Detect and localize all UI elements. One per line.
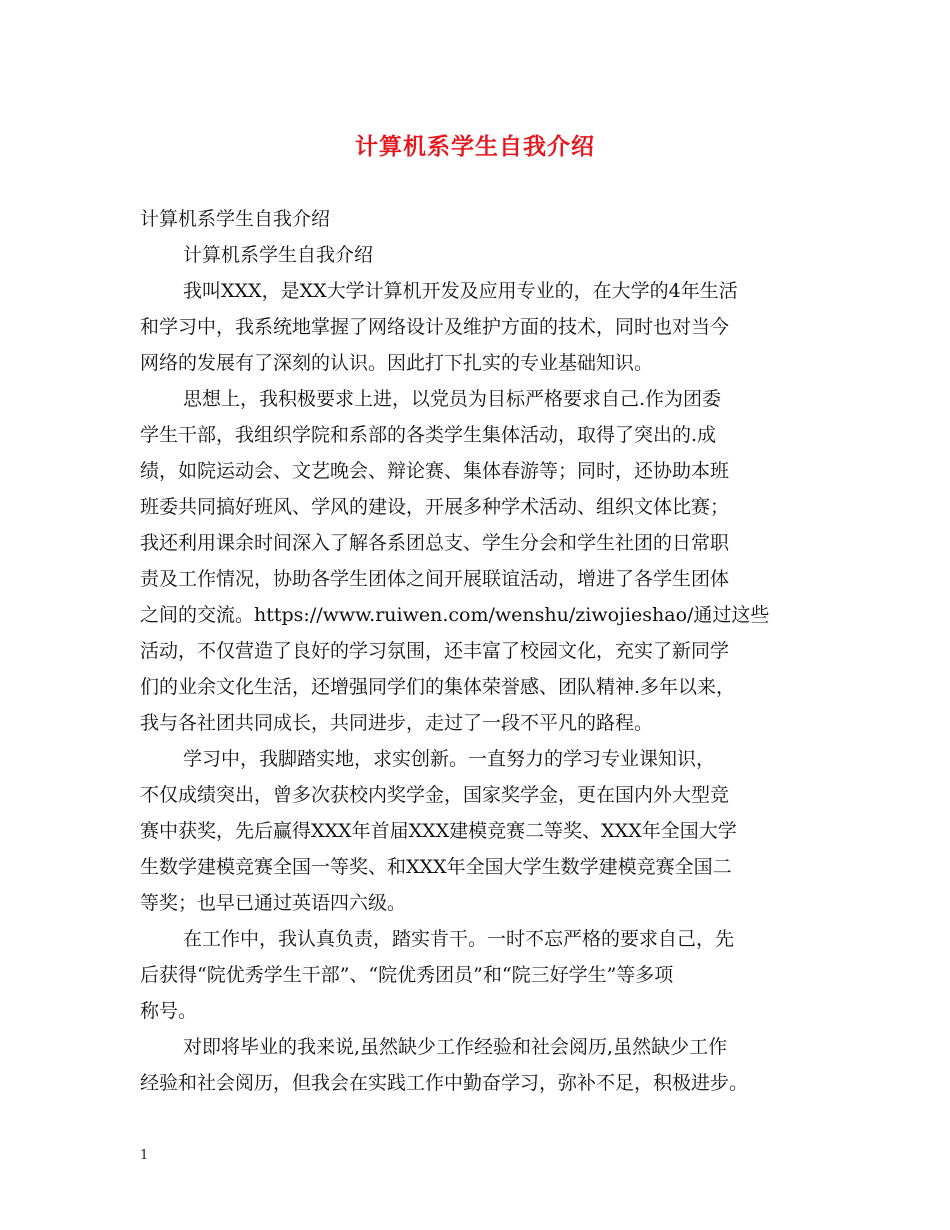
text-line: 不仅成绩突出，曾多次获校内奖学金，国家奖学金，更在国内外大型竞 <box>140 784 730 806</box>
text-line: 生数学建模竞赛全国一等奖、和XXX年全国大学生数学建模竞赛全国二 <box>140 856 732 878</box>
text-line: 学生干部，我组织学院和系部的各类学生集体活动，取得了突出的.成 <box>140 424 717 446</box>
text-line: 经验和社会阅历，但我会在实践工作中勤奋学习，弥补不足，积极进步。 <box>140 1072 749 1094</box>
text-line: 我还利用课余时间深入了解各系团总支、学生分会和学生社团的日常职 <box>140 532 730 554</box>
text-line: 活动，不仅营造了良好的学习氛围，还丰富了校园文化，充实了新同学 <box>140 640 730 662</box>
text-line: 在工作中，我认真负责，踏实肯干。一时不忘严格的要求自己，先 <box>183 928 735 950</box>
text-line: 对即将毕业的我来说,虽然缺少工作经验和社会阅历,虽然缺少工作 <box>183 1036 728 1058</box>
text-line: 和学习中，我系统地掌握了网络设计及维护方面的技术，同时也对当今 <box>140 316 730 338</box>
text-line: 赛中获奖，先后赢得XXX年首届XXX建模竞赛二等奖、XXX年全国大学 <box>140 820 737 842</box>
text-line: 后获得“院优秀学生干部”、“院优秀团员”和“院三好学生”等多项 <box>140 964 674 986</box>
text-line: 责及工作情况，协助各学生团体之间开展联谊活动，增进了各学生团体 <box>140 568 730 590</box>
document-body <box>140 201 828 1101</box>
text-line: 班委共同搞好班风、学风的建设，开展多种学术活动、组织文体比赛； <box>140 496 730 518</box>
text-line: 们的业余文化生活，还增强同学们的集体荣誉感、团队精神.多年以来， <box>140 676 736 698</box>
text-line: 称号。 <box>140 1000 198 1022</box>
document-title: 计算机系学生自我介绍 <box>355 133 595 160</box>
page-number: 1 <box>140 1148 149 1163</box>
text-line: 我叫XXX，是XX大学计算机开发及应用专业的，在大学的4年生活 <box>183 280 738 302</box>
text-line: 网络的发展有了深刻的认识。因此打下扎实的专业基础知识。 <box>140 352 654 374</box>
text-line: 之间的交流。https://www.ruiwen.com/wenshu/ziwojieshao/通过这些 <box>140 604 770 626</box>
text-line: 计算机系学生自我介绍 <box>140 208 331 230</box>
text-line: 绩，如院运动会、文艺晚会、辩论赛、集体春游等；同时，还协助本班 <box>140 460 730 482</box>
text-line: 等奖；也早已通过英语四六级。 <box>140 892 407 914</box>
text-line: 思想上，我积极要求上进，以党员为目标严格要求自己.作为团委 <box>183 388 722 410</box>
text-line: 计算机系学生自我介绍 <box>183 244 374 266</box>
text-line: 学习中，我脚踏实地，求实创新。一直努力的学习专业课知识， <box>183 748 716 770</box>
text-line: 我与各社团共同成长，共同进步，走过了一段不平凡的路程。 <box>140 712 654 734</box>
